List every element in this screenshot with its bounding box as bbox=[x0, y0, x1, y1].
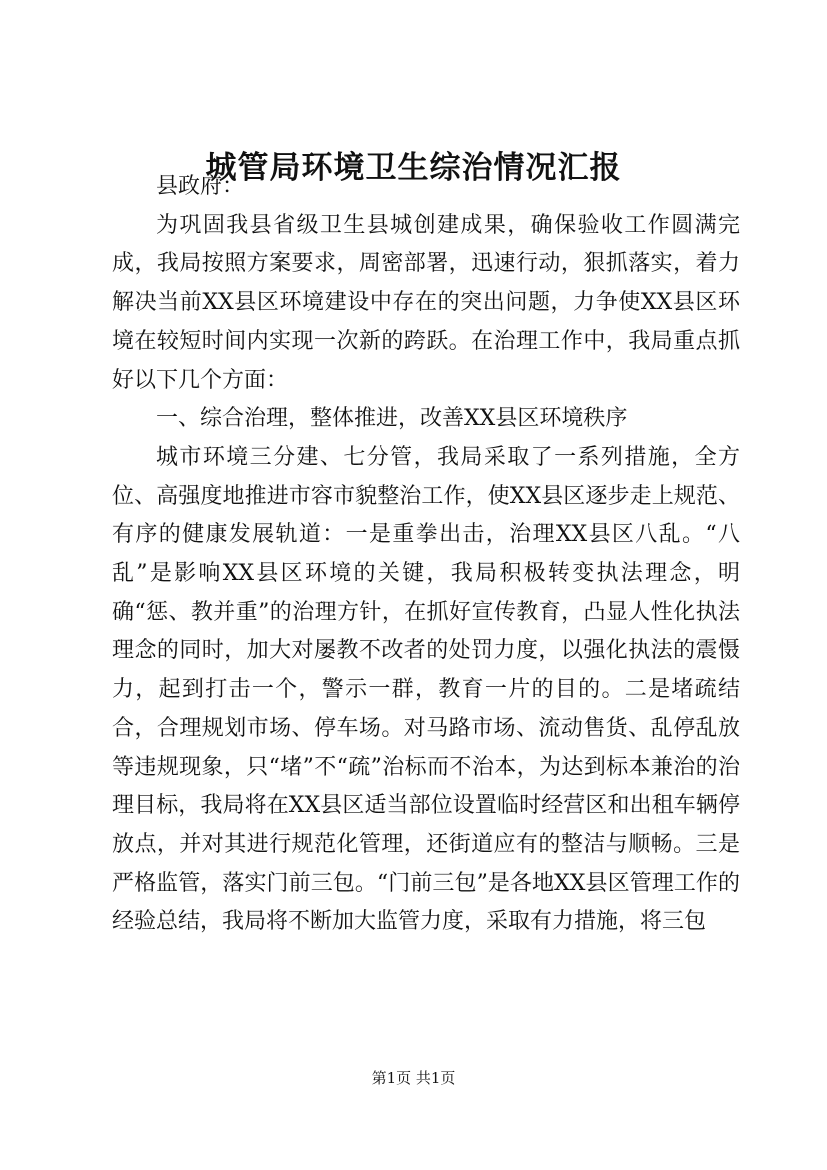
section-heading-1: 一、综合治理，整体推进，改善XX县区环境秩序 bbox=[156, 406, 628, 432]
document-title: 城管局环境卫生综治情况汇报 bbox=[205, 150, 622, 186]
page-footer: 第1页 共1页 bbox=[371, 1069, 456, 1087]
salutation: 县政府： bbox=[156, 174, 245, 199]
document-body bbox=[112, 168, 740, 942]
paragraph-intro: 为巩固我县省级卫生县城创建成果，确保验收工作圆满完成，我局按照方案要求，周密部署，迅速行动，狠抓落实，着力解决当前XX县区环境建设中存在的突出问题，力争使XX县区环境在较短时间内实现一次新的跨跃。在治理工作中，我局重点抓好以下几个方面： bbox=[112, 212, 740, 393]
paragraph-section-1: 城市环境三分建、七分管，我局采取了一系列措施，全方位、高强度地推进市容市貌整治工作，使XX县区逐步走上规范、有序的健康发展轨道：一是重拳出击，治理XX县区八乱。“八乱”是影响XX县区环境的关键，我局积极转变执法理念，明确“惩、教并重”的治理方针，在抓好宣传教育，凸显人性化执法理念的同时，加大对屡教不改者的处罚力度，以强化执法的震慑力，起到打击一个，警示一群，教育一片的目的。二是堵疏结合，合理规划市场、停车场。对马路市场、流动售货、乱停乱放等违规现象，只“堵”不“疏”治标而不治本，为达到标本兼治的治理目标，我局将在XX县区适当部位设置临时经营区和出租车辆停放点，并对其进行规范化管理，还街道应有的整洁与顺畅。三是严格监管，落实门前三包。“门前三包”是各地XX县区管理工作的经验总结，我局将不断加大监管力度，采取有力措施，将三包 bbox=[112, 444, 740, 935]
